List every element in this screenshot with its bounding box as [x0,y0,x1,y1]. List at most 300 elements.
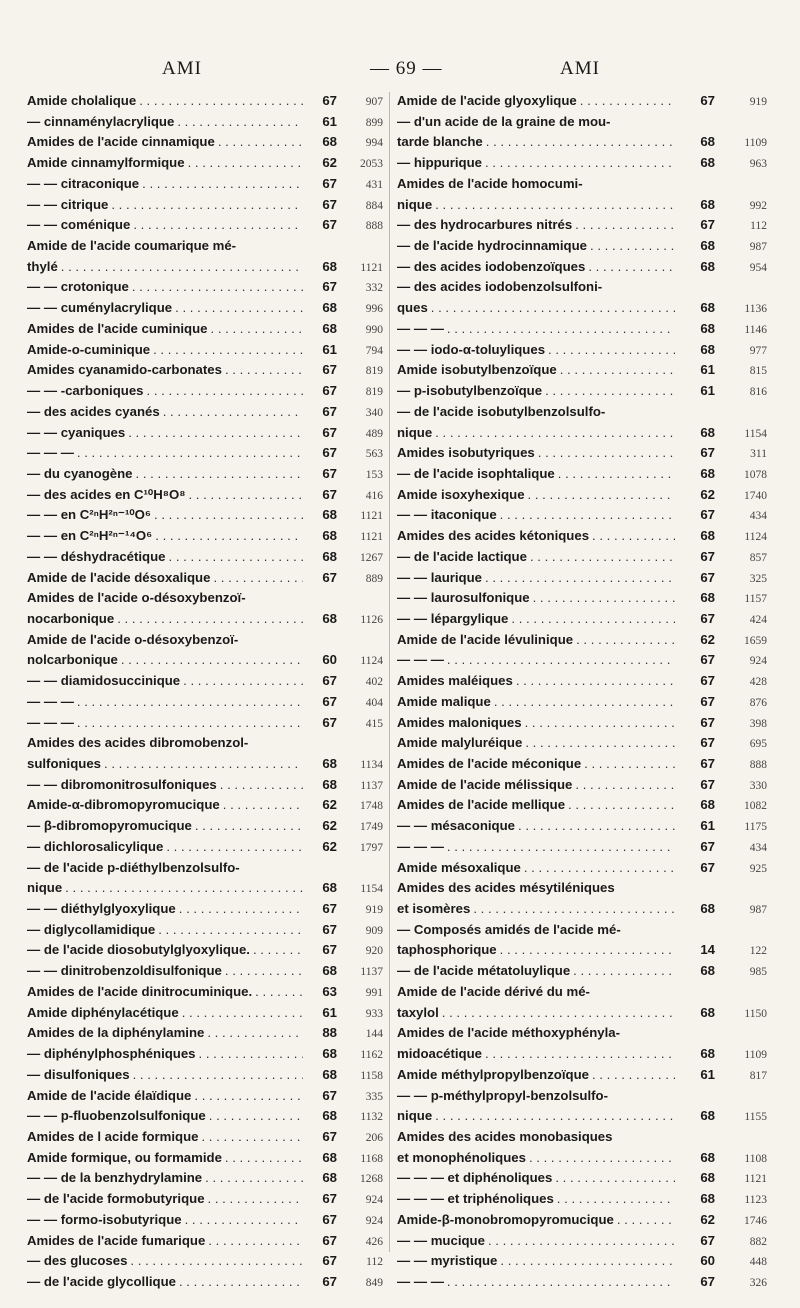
volume-number: 62 [303,816,341,837]
page-reference: 1078 [744,468,767,481]
index-entry [27,878,383,899]
leader-dots [61,257,303,278]
index-entry [397,402,767,423]
entry-text-cell [397,795,675,816]
page-reference: 1124 [744,531,767,544]
volume-number: 68 [303,526,341,547]
index-entry [397,982,767,1003]
entry-text: Amides des acides mésytiléniques [397,880,615,896]
leader-dots [588,257,675,278]
index-entry [27,982,383,1003]
leader-dots [447,650,675,671]
page-reference: 849 [365,1276,383,1289]
volume-number: 61 [675,816,719,837]
entry-text-cell [27,1168,303,1189]
entry-text: Amides des acides dibromobenzol- [27,735,249,751]
entry-text-cell [397,319,675,340]
entry-text-cell [397,443,675,464]
entry-text-cell [27,899,303,920]
leader-dots [77,443,303,464]
entry-text-cell [27,733,303,754]
index-entry [397,1272,767,1293]
index-entry [397,547,767,568]
page-reference: 884 [365,199,383,212]
page-reference: 954 [749,261,767,274]
volume-number: 68 [675,795,719,816]
page-reference: 424 [749,613,767,626]
entry-text: Amide diphénylacétique [27,1004,179,1020]
index-entry [397,961,767,982]
page-reference: 1158 [360,1069,383,1082]
leader-dots [486,132,675,153]
index-entry [397,485,767,506]
entry-text: Amides de l acide formique [27,1128,199,1144]
page-reference: 416 [365,489,383,502]
index-entry [27,1106,383,1127]
entry-text: — — déshydracétique [27,548,166,564]
volume-number: 68 [675,588,719,609]
entry-text-cell [397,568,675,589]
page-reference: 434 [749,841,767,854]
entry-text: — d'un acide de la graine de mou- [397,113,611,129]
leader-dots [111,195,303,216]
entry-text: Amides isobutyriques [397,445,535,461]
volume-number: 14 [675,940,719,961]
page-reference: 1134 [360,759,383,771]
entry-text-cell [27,298,303,319]
volume-number: 67 [303,464,341,485]
entry-text: Amide malyluréique [397,735,523,751]
volume-number: 68 [675,899,719,920]
page-reference: 144 [365,1028,383,1041]
leader-dots [485,153,675,174]
index-entry [27,961,383,982]
entry-text: Amide-β-monobromopyromucique [397,1211,614,1227]
index-entry [397,920,767,941]
leader-dots [575,775,675,796]
leader-dots [538,443,675,464]
leader-dots [209,1106,303,1127]
index-entry [397,112,767,133]
index-entry [27,360,383,381]
entry-text: — — dinitrobenzoldisulfonique [27,963,222,979]
entry-text: — de l'acide isophtalique [397,465,555,481]
page-reference: 815 [749,365,767,378]
entry-text: Amides de l'acide cinnamique [27,134,215,150]
page-reference: 112 [750,220,767,233]
volume-number: 67 [675,1231,719,1252]
page-reference: 907 [365,96,383,108]
index-entry [397,277,767,298]
entry-text-cell [397,402,675,423]
index-entry [397,423,767,444]
volume-number: 67 [303,1231,341,1252]
volume-number: 68 [675,1003,719,1024]
entry-text: Amide-α-dibromopyromucique [27,797,220,813]
page-reference: 1746 [744,1214,767,1227]
entry-text: — — — et diphénoliques [397,1170,553,1186]
volume-number: 67 [675,547,719,568]
page-reference: 1123 [744,1194,767,1207]
leader-dots [555,1168,675,1189]
index-entry [397,381,767,402]
entry-text-cell [397,547,675,568]
index-entry [397,878,767,899]
volume-number: 68 [303,547,341,568]
volume-number: 67 [303,485,341,506]
page-reference: 311 [750,448,767,461]
leader-dots [558,464,675,485]
leader-dots [188,153,303,174]
index-entry [397,360,767,381]
entry-text-cell [397,1251,675,1272]
leader-dots [525,713,675,734]
entry-text-cell [27,91,303,112]
leader-dots [208,1189,303,1210]
volume-number: 67 [303,568,341,589]
page-reference: 925 [749,862,767,875]
index-entry [27,899,383,920]
page-reference: 695 [749,738,767,751]
entry-text-cell [397,298,675,319]
index-entry [397,754,767,775]
page-reference: 431 [365,178,383,191]
volume-number: 62 [675,485,719,506]
leader-dots [435,195,675,216]
index-entry [27,630,383,651]
entry-text-cell [27,816,303,837]
volume-number: 67 [303,1251,341,1272]
volume-number: 67 [303,174,341,195]
leader-dots [223,795,303,816]
leader-dots [130,1251,303,1272]
volume-number: 67 [303,713,341,734]
volume-number: 67 [675,650,719,671]
leader-dots [136,464,303,485]
index-entry [397,91,767,112]
leader-dots [557,1189,675,1210]
leader-dots [580,91,675,112]
volume-number: 68 [675,257,719,278]
index-entry [397,837,767,858]
leader-dots [65,878,303,899]
leader-dots [435,423,675,444]
volume-number: 67 [675,91,719,112]
page-reference: 1121 [360,510,383,523]
volume-number: 68 [303,319,341,340]
index-entry [27,795,383,816]
volume-number: 67 [303,940,341,961]
entry-text-cell [397,733,675,754]
leader-dots [560,360,675,381]
entry-text: — de l'acide isobutylbenzolsulfo- [397,403,606,419]
leader-dots [592,526,675,547]
leader-dots [447,837,675,858]
index-entry [397,588,767,609]
volume-number: 67 [303,381,341,402]
entry-text: nique [397,196,433,212]
index-entry [27,650,383,671]
index-entry [397,298,767,319]
page-reference: 1740 [744,489,767,502]
entry-text: Amide de l'acide glyoxylique [397,93,577,108]
page-reference: 924 [365,1194,383,1207]
volume-number: 67 [303,443,341,464]
entry-text: — hippurique [397,155,482,171]
leader-dots [590,236,675,257]
leader-dots [205,1168,303,1189]
volume-number: 88 [303,1023,341,1044]
volume-number: 62 [303,837,341,858]
volume-number: 61 [303,340,341,361]
volume-number: 60 [303,650,341,671]
entry-text-cell [397,360,675,381]
index-entry [397,1148,767,1169]
entry-text: — — — [397,320,444,336]
volume-number: 68 [303,1065,341,1086]
entry-text: nocarbonique [27,610,115,626]
index-entry [397,650,767,671]
page-reference: 1109 [744,137,767,150]
index-entry [397,692,767,713]
entry-text: — — p-fluobenzolsulfonique [27,1108,206,1124]
entry-text-cell [27,650,303,671]
entry-text: et isomères [397,901,471,917]
entry-text: — diphénylphosphéniques [27,1046,196,1062]
entry-text-cell [397,464,675,485]
volume-number: 68 [675,132,719,153]
page-reference: 1137 [360,966,383,979]
page-reference: 335 [365,1090,383,1103]
index-entry [27,940,383,961]
index-entry [397,505,767,526]
entry-text-cell [27,1210,303,1231]
entry-text: Amides de l'acide cuminique [27,320,208,336]
entry-text: nolcarbonique [27,652,118,668]
leader-dots [518,816,675,837]
page-reference: 1150 [744,1007,767,1020]
page-reference: 428 [749,676,767,689]
leader-dots [533,588,675,609]
volume-number: 67 [675,609,719,630]
volume-number: 68 [303,1168,341,1189]
volume-number: 67 [303,1086,341,1107]
page-reference: 992 [749,199,767,212]
index-entry [397,257,767,278]
entry-text-cell [27,257,303,278]
leader-dots [442,1003,675,1024]
entry-text-cell [397,940,675,961]
leader-dots [154,505,303,526]
page-reference: 1162 [360,1049,383,1062]
page-reference: 1154 [360,883,383,896]
index-entry [27,402,383,423]
entry-text-cell [27,1127,303,1148]
index-entry [27,381,383,402]
entry-text: — — en C²ⁿH²ⁿ⁻¹⁰O⁶ [27,507,151,523]
entry-text-cell [27,547,303,568]
column-divider [389,92,390,1252]
index-entry [397,940,767,961]
page-reference: 1168 [360,1152,383,1165]
volume-number: 61 [303,112,341,133]
entry-text: — β-dibromopyromucique [27,818,192,834]
volume-number: 67 [675,837,719,858]
entry-text-cell [27,775,303,796]
page-reference: 987 [749,241,767,254]
entry-text-cell [27,588,303,609]
index-entry [397,174,767,195]
entry-text-cell [27,319,303,340]
index-entry [27,112,383,133]
volume-number: 68 [675,1106,719,1127]
index-entry [27,443,383,464]
entry-text-cell [397,858,675,879]
entry-text: — de l'acide formobutyrique [27,1191,205,1207]
entry-text-cell [397,215,675,236]
index-entry [397,153,767,174]
volume-number: 67 [303,1189,341,1210]
page-number: — 69 — [370,58,443,79]
page-reference: 1121 [744,1173,767,1186]
entry-text-cell [27,568,303,589]
index-entry [397,340,767,361]
leader-dots [155,526,303,547]
leader-dots [617,1210,675,1231]
entry-text: — — itaconique [397,507,497,523]
volume-number: 67 [303,402,341,423]
entry-text: — — citrique [27,196,109,212]
index-entry [27,236,383,257]
index-entry [27,132,383,153]
entry-text-cell [27,112,303,133]
leader-dots [525,733,675,754]
entry-text: Amide de l'acide désoxalique [27,569,211,585]
entry-text-cell [27,1272,303,1293]
leader-dots [117,609,303,630]
entry-text-cell [27,1231,303,1252]
index-entry [397,609,767,630]
entry-text: — des acides en C¹⁰H⁸O⁸ [27,486,186,502]
entry-text-cell [27,671,303,692]
page-reference: 991 [365,986,383,999]
volume-number: 67 [675,733,719,754]
entry-text: — de l'acide diosobutylglyoxylique. [27,942,250,958]
volume-number: 68 [303,298,341,319]
volume-number: 68 [675,195,719,216]
page-reference: 415 [365,717,383,730]
volume-number: 67 [675,568,719,589]
volume-number: 68 [303,132,341,153]
entry-text-cell [397,713,675,734]
page-reference: 1749 [360,821,383,834]
page-reference: 996 [365,303,383,316]
entry-text-cell [397,1168,675,1189]
entry-text-cell [27,920,303,941]
entry-text-cell [27,1251,303,1272]
volume-number: 67 [303,1127,341,1148]
entry-text-cell [397,132,675,153]
index-entry [27,733,383,754]
index-entry [397,1127,767,1148]
entry-text-cell [27,1023,303,1044]
entry-text: Amide de l'acide mélissique [397,776,573,792]
volume-number: 67 [303,1210,341,1231]
entry-text-cell [397,754,675,775]
index-entry [397,215,767,236]
index-entry [397,1210,767,1231]
page-reference: 816 [749,386,767,399]
entry-text: — — de la benzhydrylamine [27,1170,203,1186]
entry-text: — — — [397,838,444,854]
leader-dots [133,1065,303,1086]
entry-text-cell [27,940,303,961]
entry-text: Amide de l'acide élaïdique [27,1087,192,1103]
entry-text: — des acides iodobenzolsulfoni- [397,279,603,295]
page-reference: 1121 [360,531,383,544]
page-reference: 434 [749,510,767,523]
entry-text: Amide isoxyhexique [397,486,525,502]
entry-text-cell [397,630,675,651]
page-reference: 977 [749,344,767,357]
leader-dots [225,1148,303,1169]
entry-text-cell [27,837,303,858]
entry-text: — — — [397,652,444,668]
left-index-column [27,91,383,1293]
index-entry [27,588,383,609]
entry-text: Amides des acides kétoniques [397,528,590,544]
volume-number: 67 [303,671,341,692]
volume-number: 61 [303,1003,341,1024]
page-reference: 1146 [744,323,767,336]
entry-text-cell [27,713,303,734]
entry-text: — — diéthylglyoxylique [27,901,176,917]
page-reference: 398 [749,717,767,730]
entry-text: Amide formique, ou formamide [27,1149,222,1165]
index-entry [397,464,767,485]
header-right-word: AMI [560,58,600,79]
entry-text-cell [397,340,675,361]
volume-number: 67 [675,1272,719,1293]
index-entry [397,1044,767,1065]
volume-number: 67 [303,692,341,713]
entry-text-cell [27,1065,303,1086]
leader-dots [473,899,675,920]
entry-text: — p-isobutylbenzoïque [397,383,543,399]
entry-text: et monophénoliques [397,1149,526,1165]
leader-dots [199,1044,303,1065]
leader-dots [225,360,303,381]
leader-dots [530,547,675,568]
leader-dots [153,340,303,361]
volume-number: 68 [303,754,341,775]
leader-dots [485,568,675,589]
entry-text-cell [397,526,675,547]
index-entry [397,195,767,216]
entry-text: — — -carboniques [27,383,144,399]
leader-dots [500,1251,675,1272]
volume-number: 68 [675,1044,719,1065]
leader-dots [524,858,675,879]
page-reference: 919 [365,904,383,917]
page-reference: 924 [365,1214,383,1227]
index-entry [397,319,767,340]
index-entry [397,132,767,153]
index-entry [397,526,767,547]
entry-text-cell [397,1023,675,1044]
index-entry [27,1023,383,1044]
index-entry [27,1251,383,1272]
